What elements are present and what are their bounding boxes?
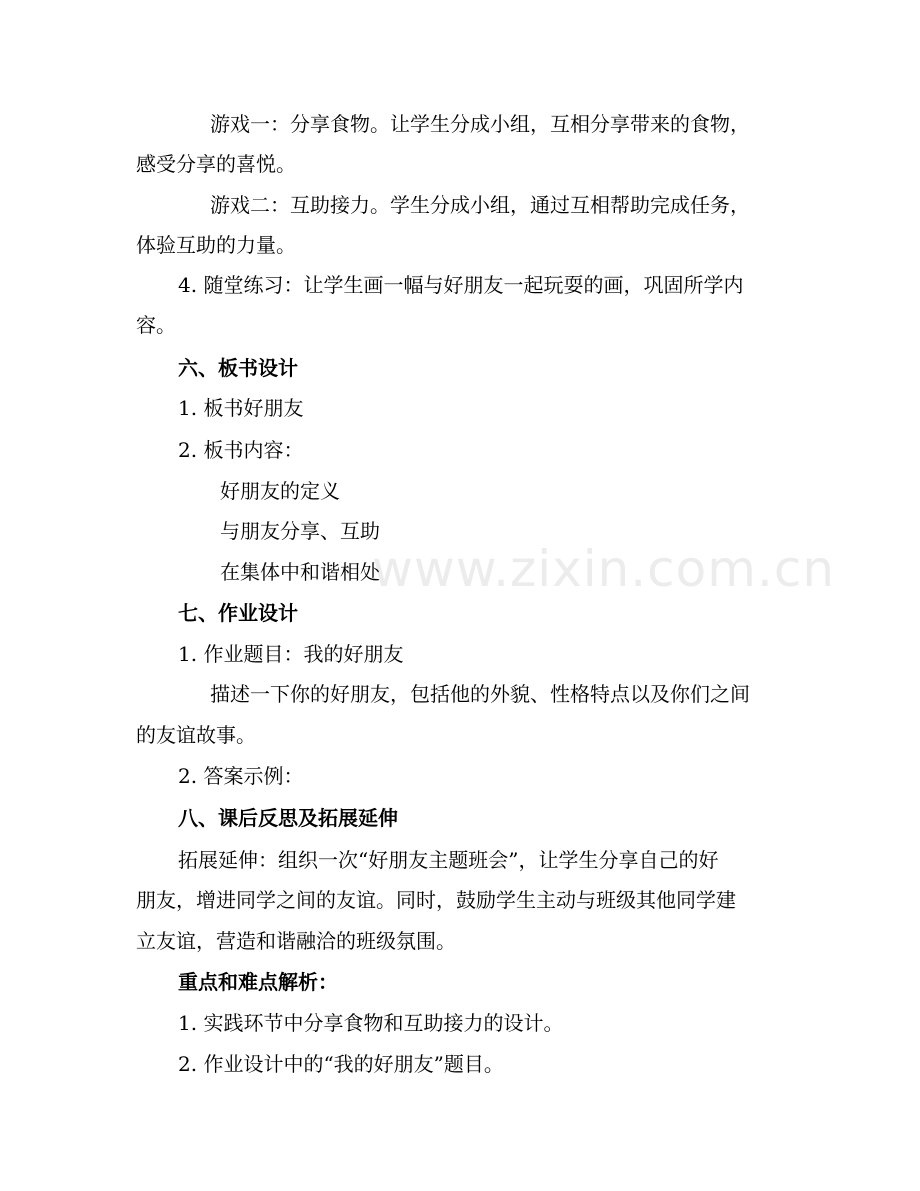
watermark: www.zixin.com.cn bbox=[372, 540, 836, 598]
board-subitem-2: 与朋友分享、互助 bbox=[220, 519, 380, 543]
game1-line1: 游戏一：分享食物。让学生分成小组，互相分享带来的食物， bbox=[210, 112, 750, 136]
key-points-heading: 重点和难点解析： bbox=[178, 970, 338, 994]
section-heading-8: 八、课后反思及拓展延伸 bbox=[178, 806, 398, 830]
practice-line1: 4. 随堂练习：让学生画一幅与好朋友一起玩耍的画，巩固所学内 bbox=[178, 273, 744, 297]
section-heading-7: 七、作业设计 bbox=[178, 601, 298, 625]
board-item-1: 1. 板书好朋友 bbox=[178, 396, 304, 420]
extension-line1: 拓展延伸：组织一次“好朋友主题班会”，让学生分享自己的好 bbox=[178, 848, 719, 872]
board-item-2: 2. 板书内容： bbox=[178, 438, 304, 462]
board-subitem-1: 好朋友的定义 bbox=[220, 479, 340, 503]
homework-item-2: 2. 答案示例： bbox=[178, 764, 304, 788]
game2-line1: 游戏二：互助接力。学生分成小组，通过互相帮助完成任务， bbox=[210, 193, 750, 217]
extension-line3: 立友谊，营造和谐融洽的班级氛围。 bbox=[136, 929, 456, 953]
section-heading-6: 六、板书设计 bbox=[178, 356, 298, 380]
game2-line2: 体验互助的力量。 bbox=[136, 233, 296, 257]
homework-item-1: 1. 作业题目：我的好朋友 bbox=[178, 642, 404, 666]
practice-line2: 容。 bbox=[136, 313, 176, 337]
game1-line2: 感受分享的喜悦。 bbox=[136, 152, 296, 176]
key-point-2: 2. 作业设计中的“我的好朋友”题目。 bbox=[178, 1052, 504, 1076]
homework-desc-line2: 的友谊故事。 bbox=[136, 723, 256, 747]
board-subitem-3: 在集体中和谐相处 bbox=[220, 560, 380, 584]
key-point-1: 1. 实践环节中分享食物和互助接力的设计。 bbox=[178, 1011, 564, 1035]
homework-desc-line1: 描述一下你的好朋友，包括他的外貌、性格特点以及你们之间 bbox=[210, 682, 750, 706]
extension-line2: 朋友，增进同学之间的友谊。同时，鼓励学生主动与班级其他同学建 bbox=[136, 888, 736, 912]
